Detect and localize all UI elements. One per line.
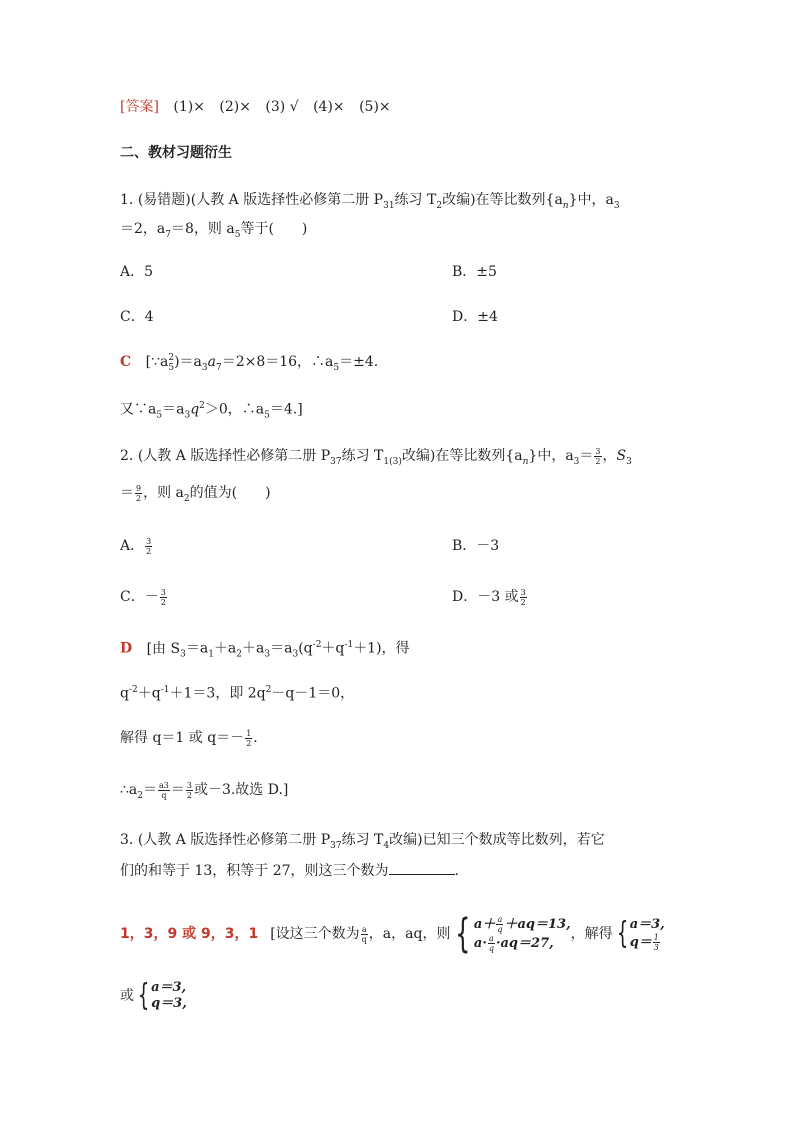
answer-item: (5)×	[359, 99, 391, 115]
q2-solution-line4: $\therefore a_2=$ $\frac{a3}{q}$ ＝ $\frac{3}{2}$ 或－3.故选 D.]	[120, 780, 289, 801]
answer-item: (1)×	[173, 99, 205, 115]
q3-answer: 1，3，9 或 9，3，1	[120, 926, 259, 942]
equation-system-3: { a＝3, q＝3,	[137, 978, 187, 1013]
q1-solution-line2: 又$\because a_5=a_3q^2>0$，$\therefore a_5=4$.]	[120, 401, 303, 421]
equation-system-1: { a＋ $\frac{a}{q}$ ＋aq＝13, a· $\frac{a}{q}$ ·aq＝27,	[455, 911, 571, 957]
answer-item: (3) √	[265, 99, 299, 115]
q1-answer-letter: C	[120, 354, 132, 370]
q3-solution-alt: 或 { a＝3, q＝3,	[120, 978, 187, 1013]
q1-option-a: A．5	[120, 264, 154, 280]
q1-option-c: C．4	[120, 309, 154, 325]
q1-line1: 1. (易错题)(人教 A 版选择性必修第二册 $P_{31}$练习 $T_2$改编)在等比数列$\{a_n\}$中，$a_3$	[120, 192, 620, 211]
q3-solution: 1，3，9 或 9，3，1 [设这三个数为 $\frac{a}{q}$ ，a，aq，则 { a＋ $\frac{a}{q}$ ＋aq＝13, a· $\frac{a}{q}$ ·aq＝27, ，解得 { a＝3, q＝ $\frac{1}{3}$	[120, 911, 665, 957]
q2-solution-line1: D [由 $S_3=a_1+a_2+a_3=a_3(q^{-2}+q^{-1}+1)$，得	[120, 640, 410, 660]
q3-line2: 们的和等于 13，积等于 27，则这三个数为 .	[120, 860, 459, 881]
answer-item: (4)×	[313, 99, 345, 115]
q2-answer-letter: D	[120, 640, 133, 657]
q1-solution-line1: C [∵a 2 $_5)=a_3a_7=2\times 8=16$，$\therefore a_5=\pm 4$.	[120, 353, 379, 373]
q1-line2: ＝2，$a_7=8$，则 $a_5$等于( )	[120, 221, 308, 240]
q3-line1: 3. (人教 A 版选择性必修第二册 $P_{37}$练习 $T_4$改编)已知三个数成等比数列，若它	[120, 832, 605, 851]
q2-option-c: C．－ $\frac{3}{2}$	[120, 587, 166, 607]
q2-solution-line2: $q^{-2}+q^{-1}+1=3$，即 $2q^2-q-1=0$，	[120, 685, 355, 702]
q1-option-b: B．±5	[452, 264, 497, 280]
answer-item: (2)×	[219, 99, 251, 115]
q2-option-b: B．－3	[452, 538, 500, 554]
equation-system-2: { a＝3, q＝ $\frac{1}{3}$	[616, 916, 665, 952]
q2-option-a: A． $\frac{3}{2}$	[120, 536, 152, 556]
q2-line2: ＝ $\frac{9}{2}$ ，则 $a_2$的值为( )	[120, 483, 271, 504]
answer-line	[120, 97, 391, 117]
q2-option-d: D．－3 或 $\frac{3}{2}$	[452, 587, 526, 607]
q2-line1: 2. (人教 A 版选择性必修第二册 $P_{37}$练习 $T_{1(3)}$改编)在等比数列$\{a_n\}$中，$a_3=$ $\frac{3}{2}$ ，$S_3$	[120, 446, 632, 467]
answer-tag: [答案]	[120, 99, 159, 115]
q1-option-d: D．±4	[452, 309, 498, 325]
answer-blank	[389, 860, 455, 875]
q2-solution-line3: 解得 q＝1 或 q＝－ $\frac{1}{2}$ .	[120, 728, 258, 748]
section-title: 二、教材习题衍生	[120, 145, 232, 161]
